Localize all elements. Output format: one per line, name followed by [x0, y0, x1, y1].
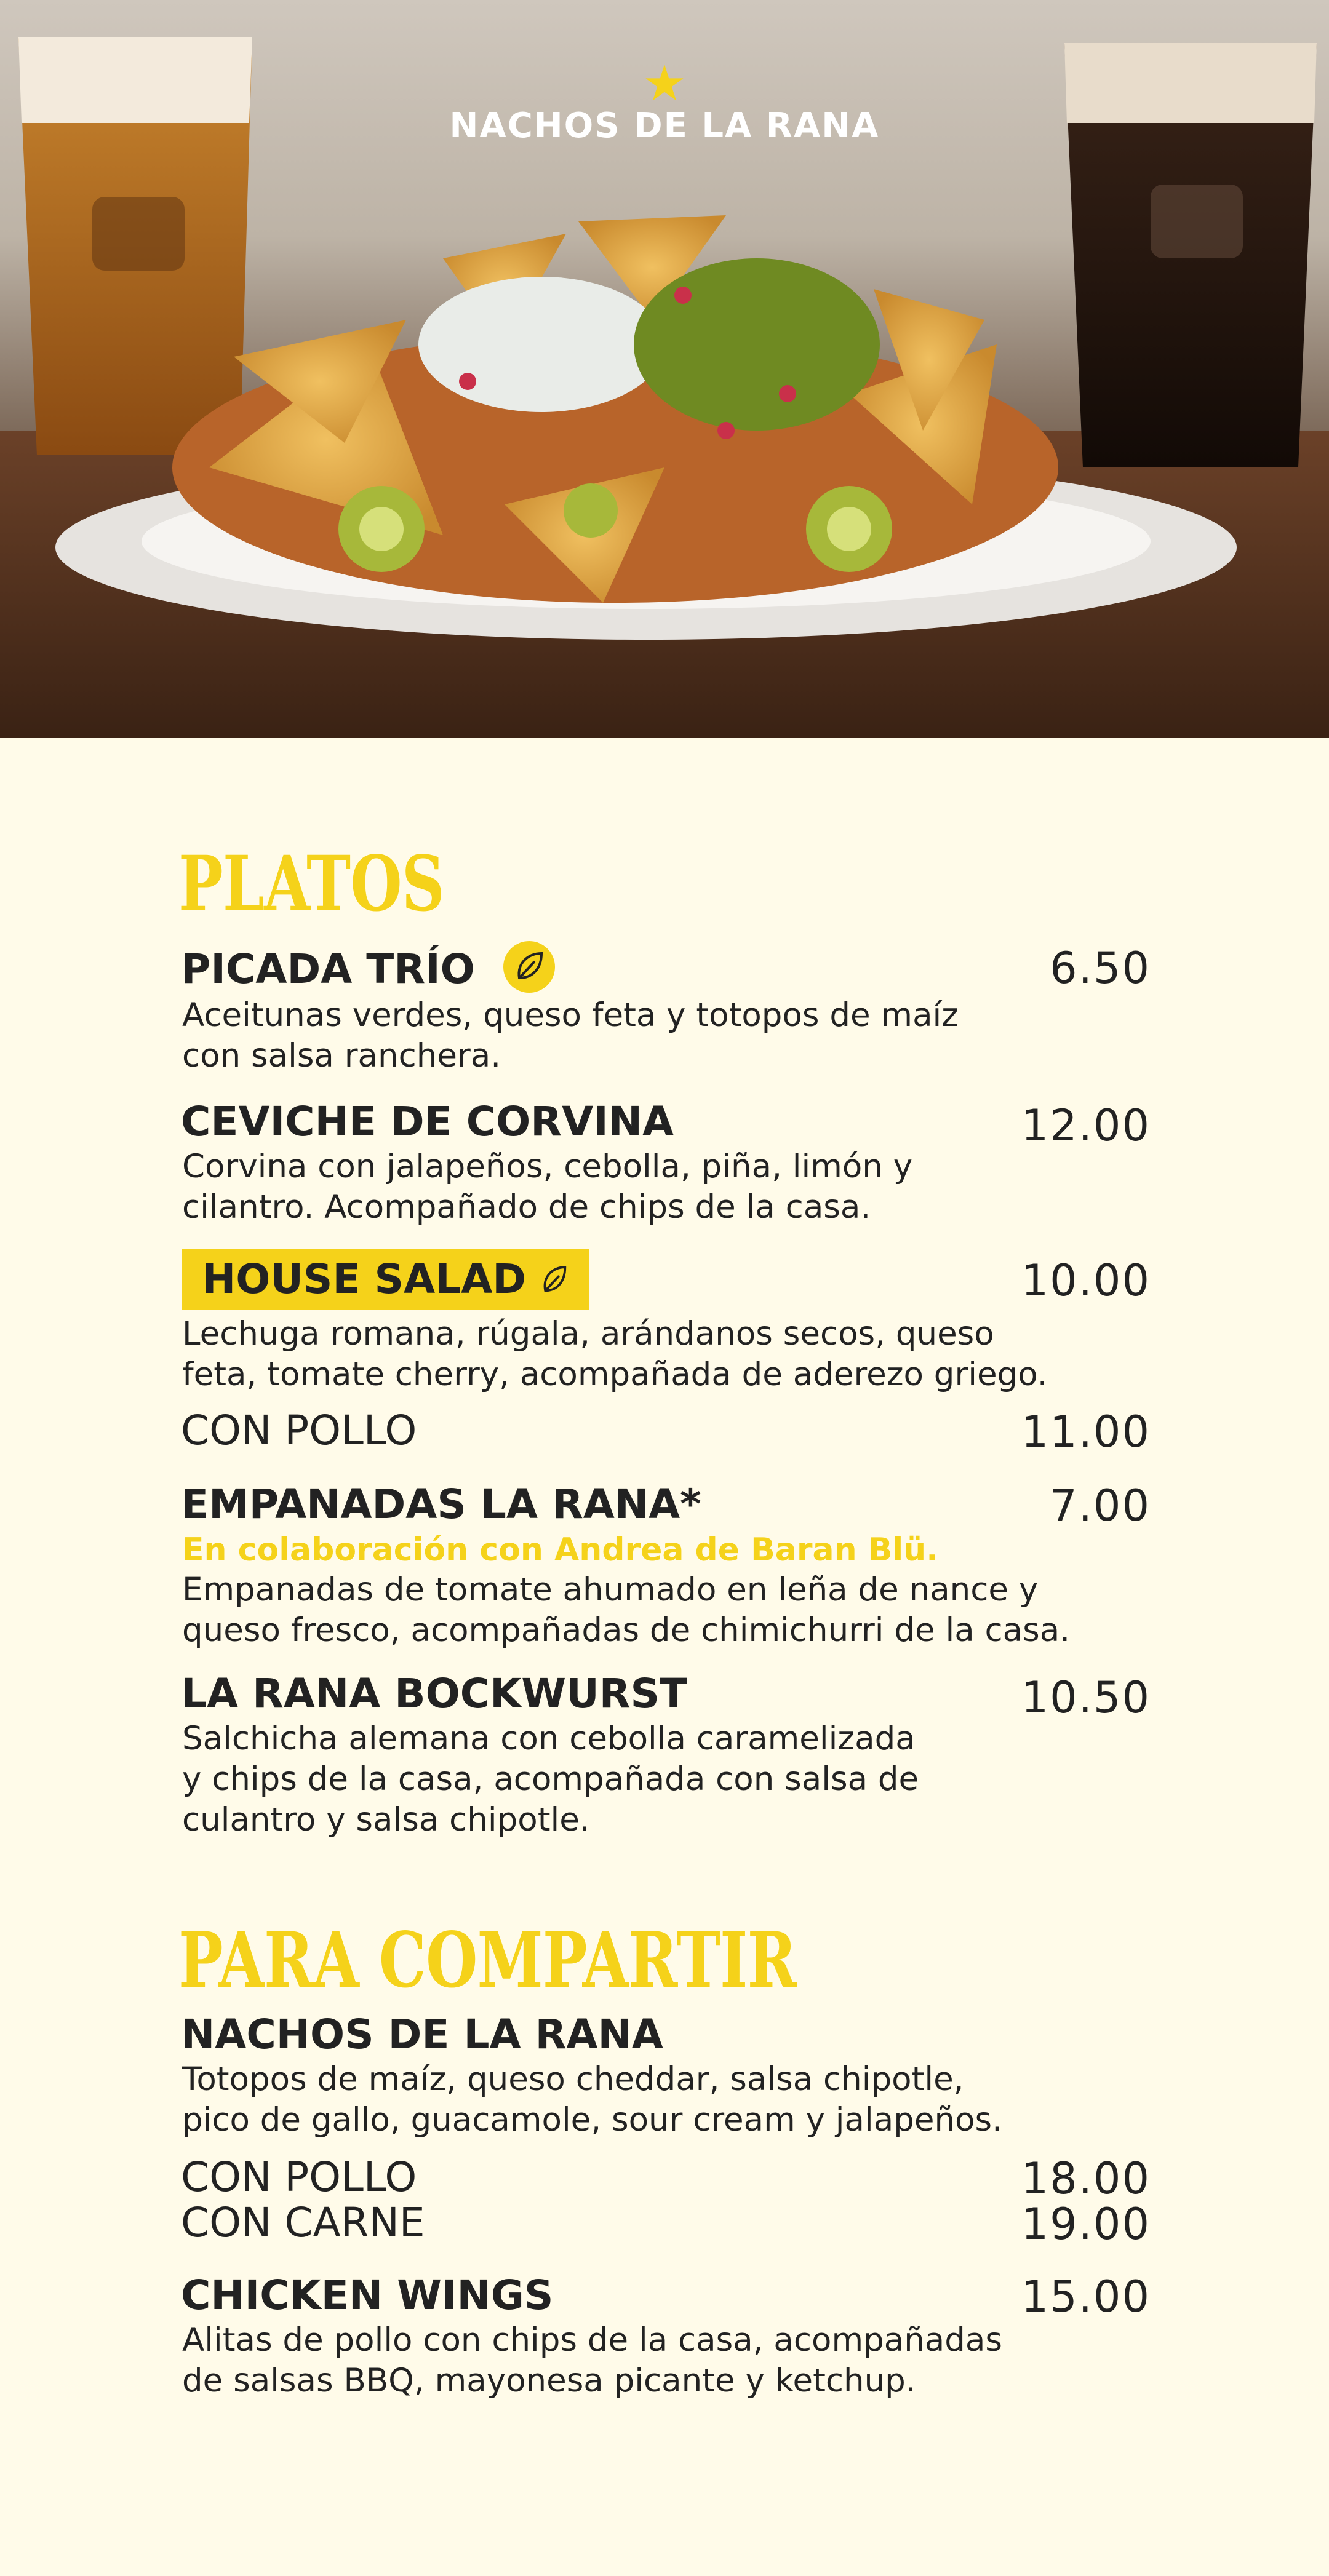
item-price-nachos-con-carne: 19.00	[1021, 2199, 1151, 2249]
item-price-nachos-con-pollo: 18.00	[1021, 2153, 1151, 2204]
desc-line: pico de gallo, guacamole, sour cream y jalapeños.	[182, 2101, 1002, 2139]
item-desc-ceviche	[182, 1147, 1093, 1228]
desc-line: Corvina con jalapeños, cebolla, piña, limón y	[182, 1148, 913, 1185]
item-price-ceviche: 12.00	[1021, 1100, 1151, 1151]
item-desc-house-salad	[182, 1314, 1093, 1395]
desc-line: cilantro. Acompañado de chips de la casa.	[182, 1188, 871, 1226]
item-price-house-salad: 10.00	[1021, 1255, 1151, 1306]
item-name-empanadas: EMPANADAS LA RANA*	[181, 1481, 701, 1528]
item-name-nachos-con-pollo: CON POLLO	[181, 2153, 417, 2201]
desc-line: Lechuga romana, rúgala, arándanos secos, queso	[182, 1315, 994, 1353]
item-collab-empanadas: En colaboración con Andrea de Baran Blü.	[182, 1532, 938, 1568]
item-name-ceviche: CEVICHE DE CORVINA	[181, 1098, 674, 1145]
item-name-picada-trio: PICADA TRÍO	[181, 945, 475, 993]
item-price-salad-con-pollo: 11.00	[1021, 1407, 1151, 1457]
desc-line: Salchicha alemana con cebolla caramelizada	[182, 1720, 916, 1757]
hero-label: NACHOS DE LA RANA	[449, 106, 880, 146]
item-price-picada-trio: 6.50	[1050, 943, 1151, 993]
item-name-nachos-con-carne: CON CARNE	[181, 2199, 425, 2246]
desc-line: Empanadas de tomate ahumado en leña de nance y	[182, 1571, 1039, 1608]
desc-line: de salsas BBQ, mayonesa picante y ketchup.	[182, 2362, 916, 2399]
item-name-nachos: NACHOS DE LA RANA	[181, 2011, 663, 2058]
leaf-icon	[534, 1260, 573, 1299]
hero-photo	[0, 0, 1329, 738]
desc-line: Totopos de maíz, queso cheddar, salsa chipotle,	[182, 2061, 964, 2098]
desc-line: y chips de la casa, acompañada con salsa de	[182, 1760, 919, 1798]
item-price-bockwurst: 10.50	[1021, 1672, 1151, 1723]
section-title-platos: PLATOS	[178, 840, 444, 929]
item-price-empanadas: 7.00	[1050, 1481, 1151, 1531]
item-desc-bockwurst	[182, 1719, 1093, 1840]
item-desc-chicken-wings	[182, 2320, 1093, 2401]
item-name-salad-con-pollo: CON POLLO	[181, 1407, 417, 1454]
house-salad-highlight	[182, 1249, 589, 1310]
item-name-house-salad: HOUSE SALAD	[202, 1255, 527, 1303]
item-desc-picada-trio	[182, 995, 1093, 1076]
desc-line: feta, tomate cherry, acompañada de aderezo griego.	[182, 1356, 1048, 1393]
item-name-chicken-wings: CHICKEN WINGS	[181, 2272, 554, 2319]
desc-line: con salsa ranchera.	[182, 1037, 501, 1075]
item-desc-empanadas	[182, 1570, 1093, 1651]
star-icon: ★	[642, 55, 687, 112]
item-price-chicken-wings: 15.00	[1021, 2272, 1151, 2322]
desc-line: queso fresco, acompañadas de chimichurri de la casa.	[182, 1612, 1071, 1649]
desc-line: Alitas de pollo con chips de la casa, acompañadas	[182, 2321, 1003, 2359]
desc-line: culantro y salsa chipotle.	[182, 1801, 590, 1839]
item-name-bockwurst: LA RANA BOCKWURST	[181, 1670, 688, 1717]
leaf-icon	[503, 941, 555, 993]
item-desc-nachos	[182, 2059, 1093, 2141]
desc-line: Aceitunas verdes, queso feta y totopos de maíz	[182, 996, 959, 1034]
section-title-para-compartir: PARA COMPARTIR	[178, 1916, 797, 2005]
